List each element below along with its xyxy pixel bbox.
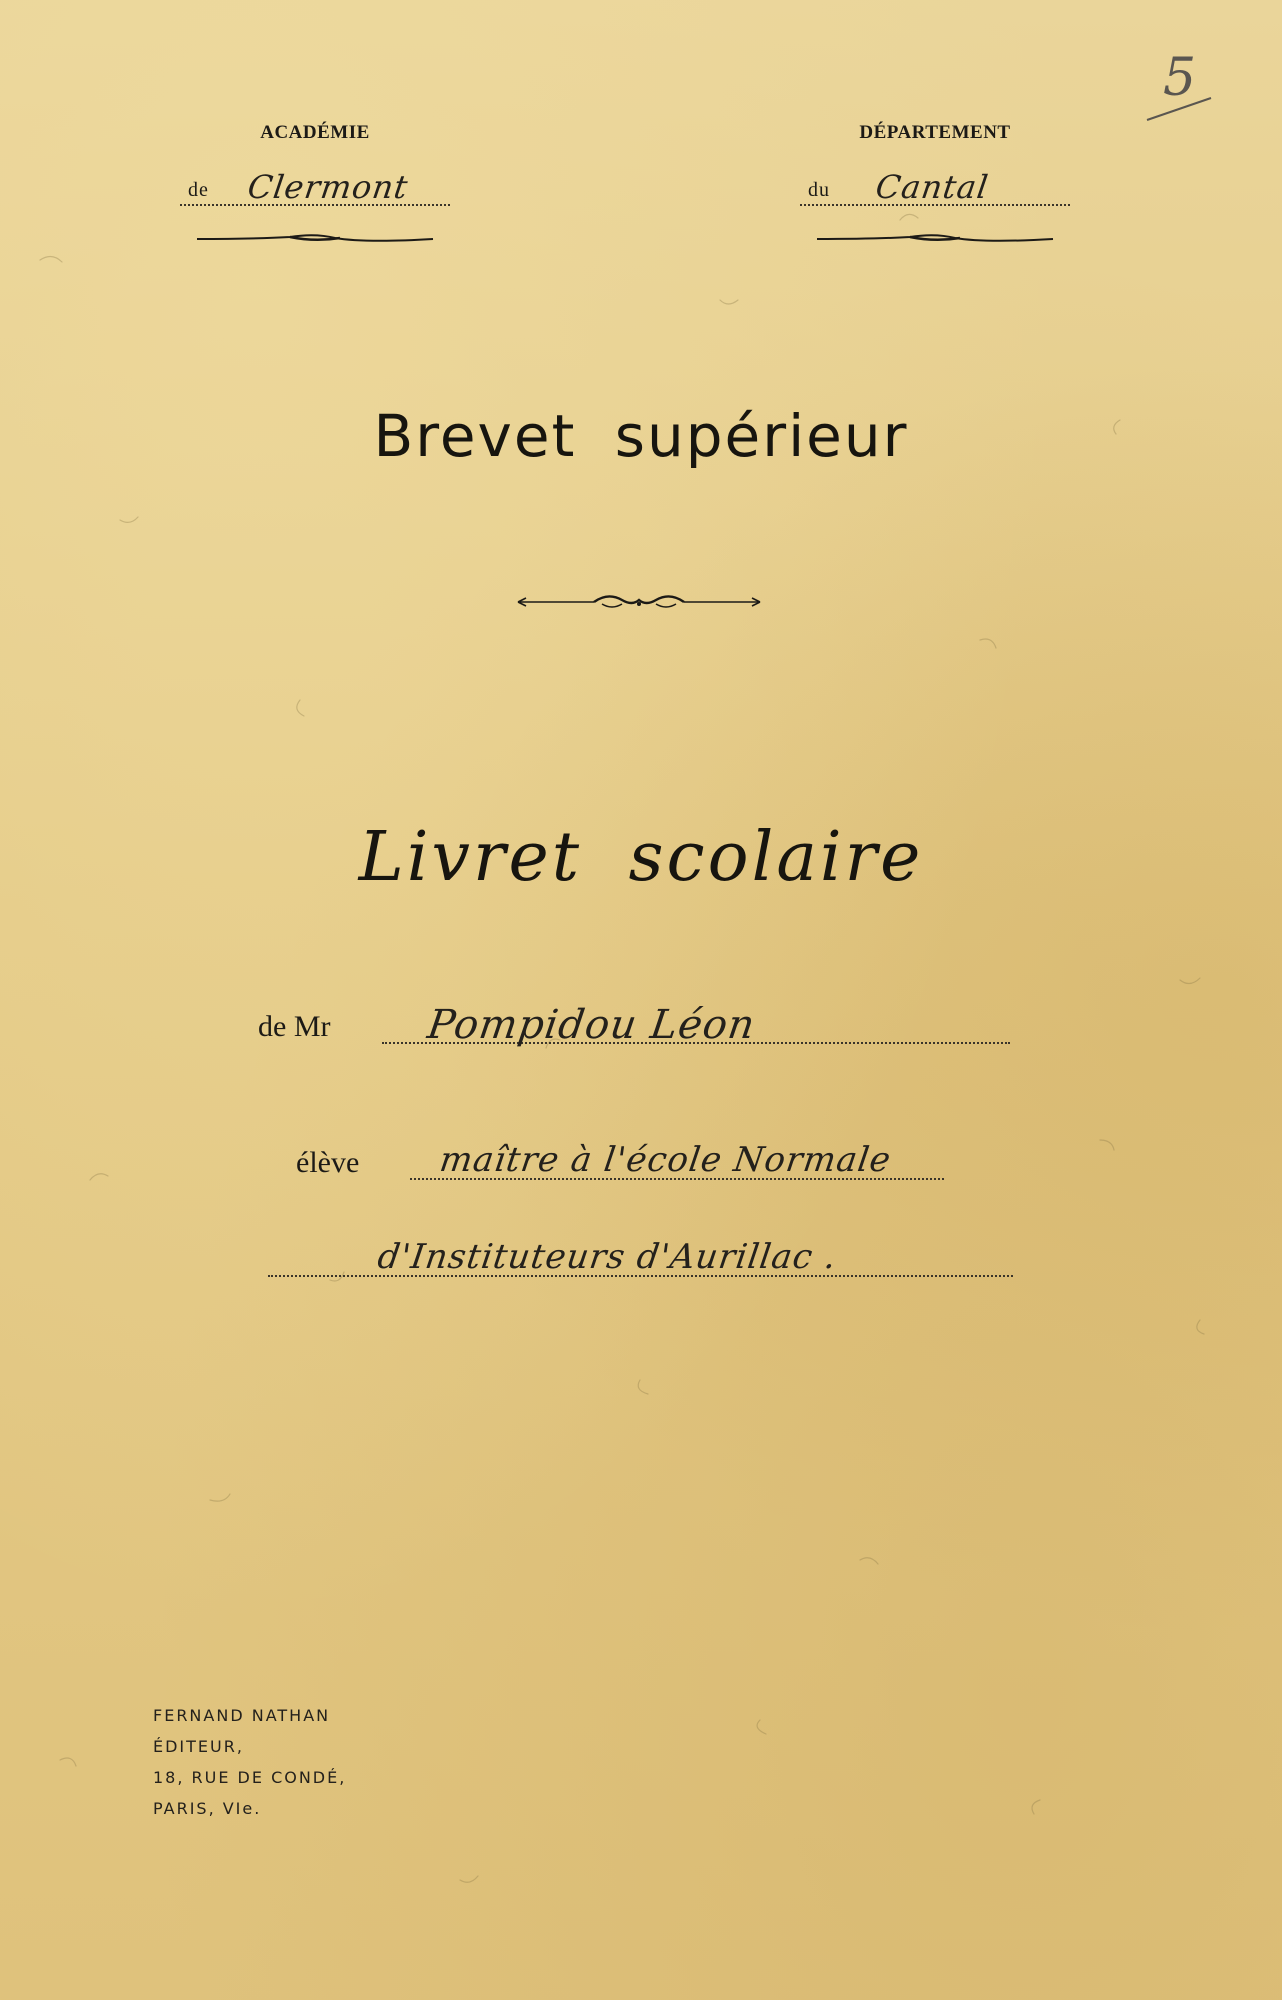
publisher-name: FERNAND NATHAN [153, 1706, 331, 1725]
academie-flourish [195, 232, 435, 246]
status-handwritten-line1: maître à l'école Normale [437, 1140, 894, 1180]
academie-field [180, 158, 450, 206]
publisher-imprint [153, 1700, 346, 1824]
student-handwritten-name: Pompidou Léon [424, 1002, 759, 1048]
departement-block [800, 122, 1070, 246]
page-number-annotation [1145, 40, 1215, 130]
departement-flourish [815, 232, 1055, 246]
status-handwritten-line2: d'Instituteurs d'Aurillac . [375, 1237, 840, 1277]
status-label: élève [296, 1146, 360, 1179]
departement-prefix: du [808, 179, 830, 201]
publisher-street: 18, RUE DE CONDÉ, [153, 1768, 347, 1787]
academie-block [180, 122, 450, 246]
academie-prefix: de [188, 179, 209, 201]
publisher-role: ÉDITEUR, [153, 1737, 244, 1756]
student-label: de Mr [258, 1010, 331, 1043]
student-field [382, 992, 1010, 1048]
pencil-stroke [1145, 40, 1215, 130]
document-title: Brevet supérieur [373, 402, 909, 470]
page-number: 5 [1163, 48, 1197, 108]
publisher-city: PARIS, VIe. [153, 1799, 262, 1818]
document-subtitle: Livret scolaire [358, 818, 924, 897]
status-field-line2 [268, 1225, 1013, 1277]
academie-handwritten-value: Clermont [245, 168, 411, 206]
departement-label: DÉPARTEMENT [859, 122, 1011, 143]
departement-field [800, 158, 1070, 206]
center-ornament [516, 590, 762, 614]
departement-handwritten-value: Cantal [873, 168, 992, 206]
academie-label: ACADÉMIE [260, 122, 370, 143]
status-field-line1 [410, 1128, 944, 1180]
